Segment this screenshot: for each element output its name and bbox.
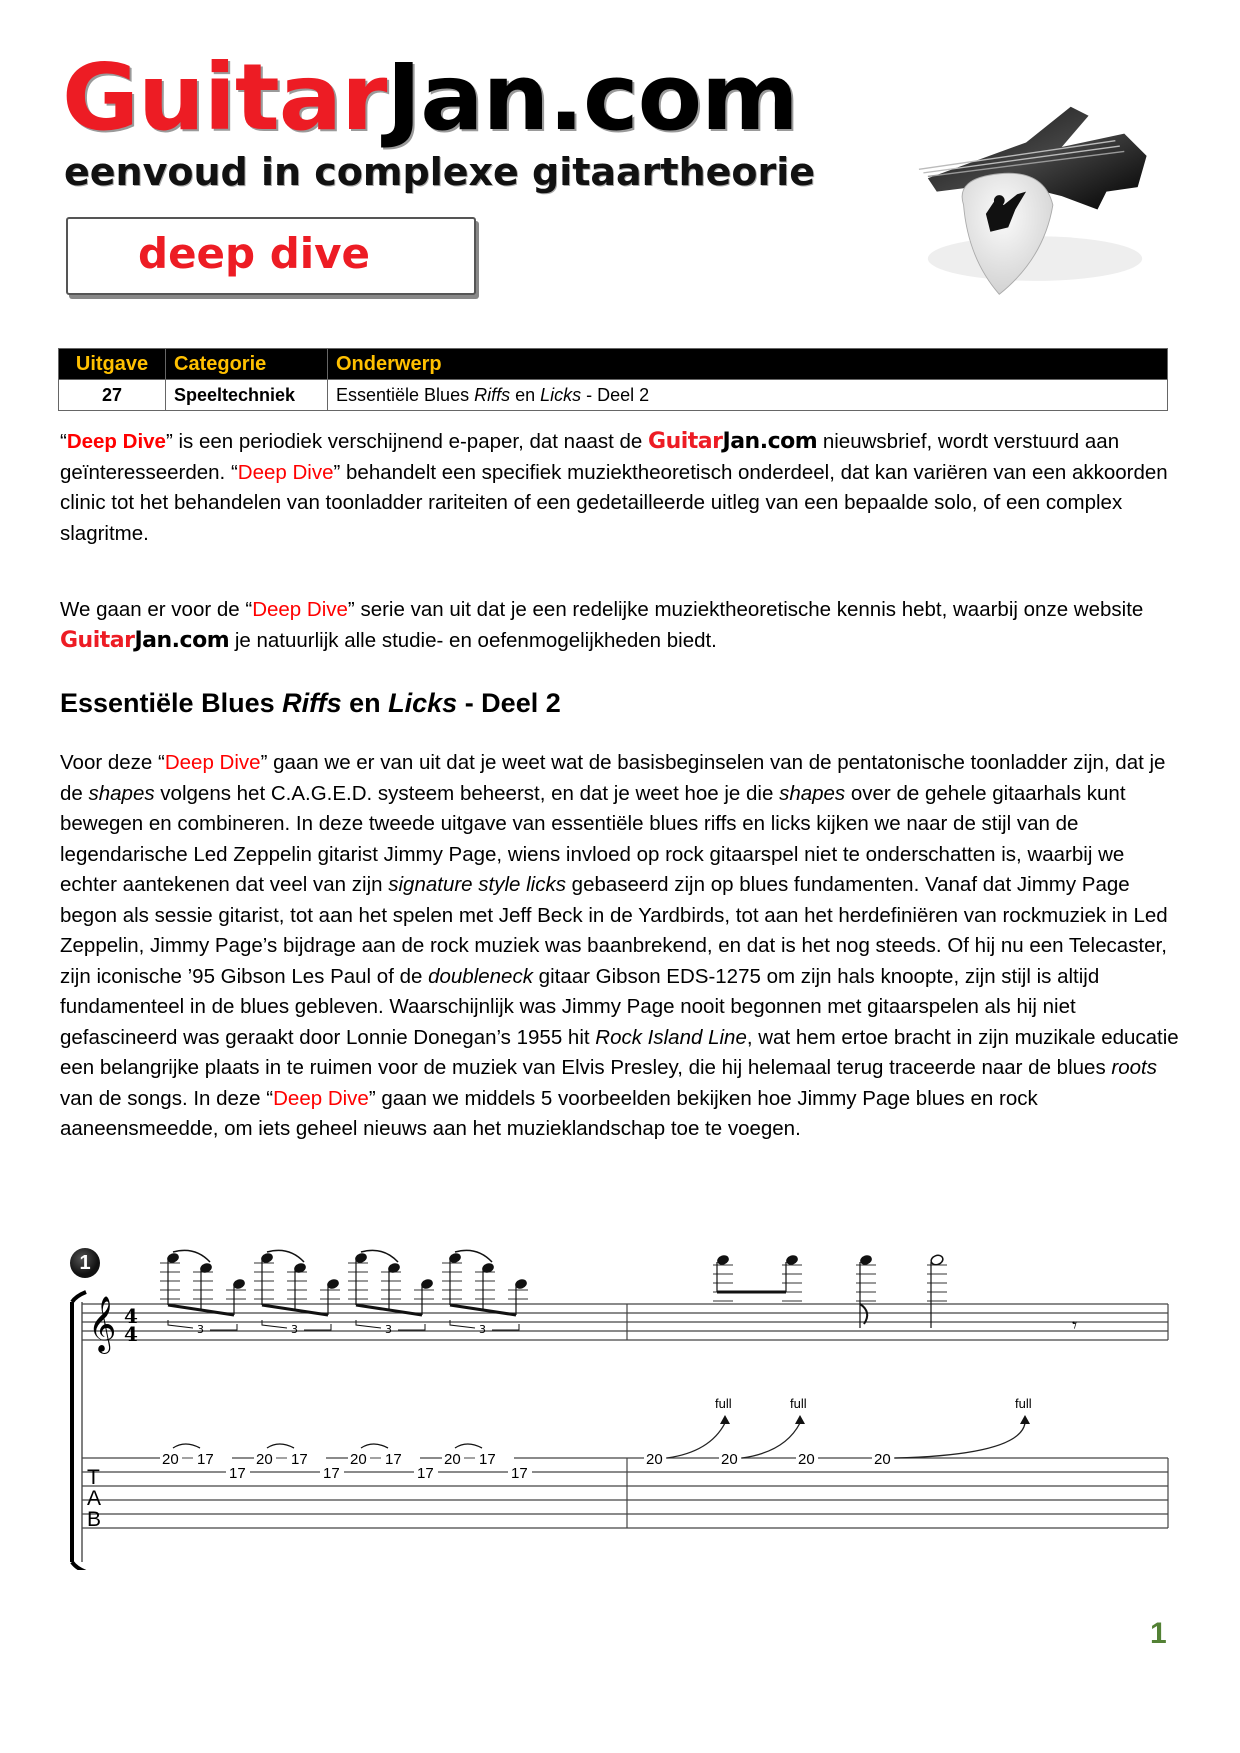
title-text: Essentiële Blues [60,688,283,718]
page-number: 1 [1150,1617,1167,1650]
measure-2-notes [713,1254,1077,1337]
svg-text:17: 17 [197,1451,214,1468]
time-sig-bottom: 4 [124,1322,138,1346]
svg-text:17: 17 [229,1465,246,1482]
svg-text:20: 20 [444,1451,461,1468]
table-row [59,380,1168,411]
text: ” serie van uit dat je een redelijke muziektheoretische kennis hebt, waarbij onze website [347,598,1144,621]
italic-term: shapes [88,781,155,805]
subject-text: en [510,384,541,405]
svg-text:17: 17 [385,1451,402,1468]
deep-dive-highlight: Deep Dive [66,430,166,453]
italic-term: signature style licks [388,873,566,896]
text: “ [60,430,67,453]
italic-term: shapes [779,781,846,805]
brand-jan: Jan.com [722,429,818,454]
tab-letter-b: B [87,1508,102,1531]
italic-term: doubleneck [428,964,533,988]
svg-text:17: 17 [291,1451,308,1468]
svg-text:20: 20 [162,1451,179,1468]
site-logo [62,44,798,151]
music-notation-example-1 [60,1240,1190,1570]
issue-info-table [58,348,1168,411]
cell-category: Speeltechniek [166,380,328,411]
subject-text: Essentiële Blues [336,384,475,405]
triplet-groups [160,1250,528,1336]
subject-italic: Riffs [474,384,511,405]
svg-text:20: 20 [721,1451,738,1468]
header-category: Categorie [166,349,328,380]
title-italic: Riffs [282,688,342,718]
italic-term: Rock Island Line [595,1025,747,1049]
svg-text:17: 17 [479,1451,496,1468]
svg-text:17: 17 [323,1465,340,1482]
svg-text:20: 20 [874,1451,891,1468]
guitar-pick-with-guitar-icon [900,80,1170,330]
svg-text:17: 17 [511,1465,528,1482]
title-text: en [341,688,389,718]
text: nieuwsbrief, wordt verstuurd aan geïnteresseerden. “ [60,430,1120,484]
tab-letter-t: T [87,1466,100,1489]
deep-dive-badge-label: deep dive [138,229,371,278]
svg-text:3: 3 [197,1323,204,1336]
text: ” is een periodiek verschijnend e-paper, dat naast de [165,430,649,453]
svg-text:20: 20 [798,1451,815,1468]
text: je natuurlijk alle studie- en oefenmogelijkheden biedt. [229,628,717,652]
title-italic: Licks [388,688,458,718]
inline-brand-logo [648,429,817,454]
site-tagline: eenvoud in complexe gitaartheorie [64,150,816,194]
tab-frets-measure-2 [644,1396,1032,1468]
svg-text:20: 20 [256,1451,273,1468]
text: Voor deze “ [60,751,165,774]
svg-text:17: 17 [417,1465,434,1482]
tab-letter-a: A [87,1487,102,1510]
deep-dive-highlight: Deep Dive [273,1086,369,1110]
deep-dive-highlight: Deep Dive [252,598,348,621]
tab-frets-measure-1 [160,1444,532,1482]
section-body [60,748,1180,1145]
text: van de songs. In deze “ [60,1086,274,1110]
svg-text:20: 20 [350,1451,367,1468]
inline-brand-logo [60,628,229,653]
logo-guitar-text: Guitar [62,44,387,151]
subject-text: - Deel 2 [581,384,650,405]
brand-jan: Jan.com [134,627,230,653]
header-subject: Onderwerp [328,349,1168,380]
deep-dive-badge [66,217,476,295]
text: ” gaan we middels 5 voorbeelden bekijken hoe Jimmy Page blues en rock aaneensmeedde, om iets geheel nieuws aan het muzieklandschap toe te voegen. [60,1086,1038,1140]
subject-italic: Licks [540,384,582,405]
text: volgens het C.A.G.E.D. systeem beheerst, en dat je weet hoe je die [154,781,780,805]
text: gitaar Gibson EDS-1275 om zijn hals knoopte, zijn stijl is altijd fundamenteel in de blues gebleven. Waarschijnlijk was Jimmy Page nooit begonnen met gitaarspelen als hij niet gefascineerd was geraakt door Lonnie Donegan’s 1955 hit [60,964,1100,1049]
header-issue: Uitgave [59,349,166,380]
cell-subject [328,380,1168,411]
treble-clef-icon: 𝄞 [88,1296,117,1352]
eighth-rest-icon: 𝄾 [1072,1313,1078,1337]
staff-and-tab-svg [60,1240,1190,1570]
section-title [60,688,561,719]
text: ” behandelt een specifiek muziektheoretisch onderdeel, dat kan variëren van een akkoorden clinic tot het behandelen van toonladder rariteiten of een gedetailleerde uitleg van een bepaalde solo, of een complex slagritme. [60,460,1168,545]
text: , wat hem ertoe bracht in zijn muzikale educatie een belangrijke plaats in te ruimen voor de muziek van Elvis Presley, die hij helemaal terug traceerde naar de blues [60,1025,1179,1079]
bend-label: full [790,1396,807,1411]
deep-dive-highlight: Deep Dive [164,751,261,774]
text: over de gehele gitaarhals kunt bewegen en combineren. In deze tweede uitgave van essentiële blues riffs en licks kijken we naar de stijl van de legendarische Led Zeppelin gitarist Jimmy Page, wiens invloed op rock gitaarspel niet te onderschatten is, waarbij we echter aantekenen dat veel van zijn [60,781,1126,896]
text: ” gaan we er van uit dat je weet wat de basisbeginselen van de pentatonische toonladder zijn, dat je de [60,751,1166,805]
title-text: - Deel 2 [457,688,561,718]
table-header-row [59,349,1168,380]
svg-text:20: 20 [646,1451,663,1468]
deep-dive-highlight: Deep Dive [237,460,334,484]
brand-guitar: Guitar [60,627,135,653]
brand-guitar: Guitar [648,429,723,454]
bend-label: full [1015,1396,1032,1411]
text: gebaseerd zijn op blues fundamenten. Vanaf dat Jimmy Page begon als sessie gitarist, tot aan het spelen met Jeff Beck in de Yardbirds, tot aan het herdefiniëren van rockmuziek in Led Zeppelin, Jimmy Page’s bijdrage aan de rock muziek was baanbrekend, en dat is het nog steeds. Of hij nu een Telecaster, zijn iconische ’95 Gibson Les Paul of de [60,873,1168,988]
intro-paragraph-2 [60,595,1180,656]
logo-jan-text: Jan.com [386,44,798,151]
standard-staff [82,1304,1168,1340]
intro-paragraph-1 [60,427,1180,549]
bend-label: full [715,1396,732,1411]
italic-term: roots [1111,1056,1157,1079]
text: We gaan er voor de “ [60,598,253,621]
cell-issue: 27 [59,380,166,411]
time-sig-top: 4 [124,1304,138,1328]
example-number-badge: 1 [70,1248,100,1278]
